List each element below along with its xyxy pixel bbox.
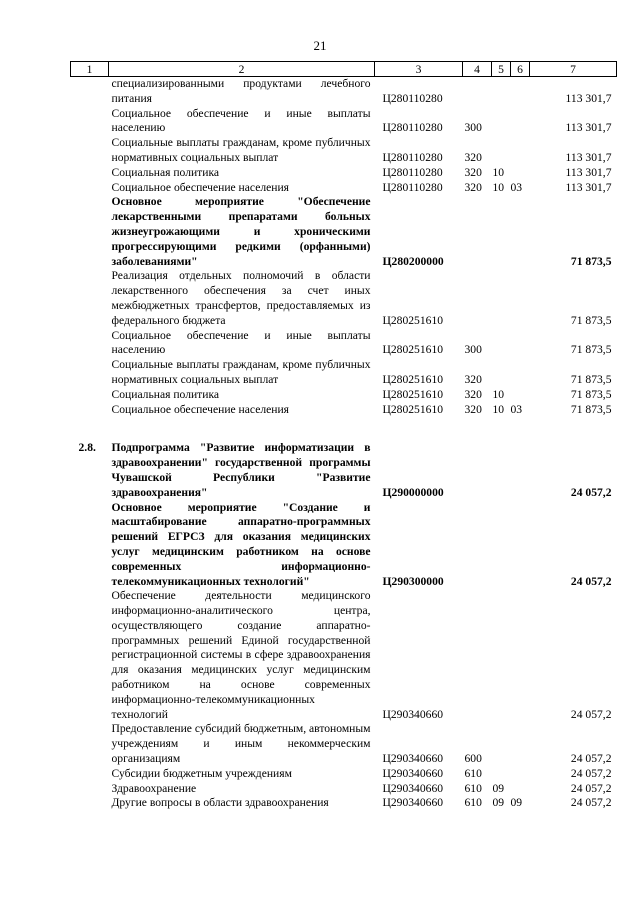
section-code: 10 bbox=[492, 402, 505, 416]
subsection-code bbox=[511, 269, 530, 328]
row-number bbox=[71, 388, 109, 403]
expense-type: 320 bbox=[464, 165, 482, 179]
target-code: Ц290300000 bbox=[382, 574, 444, 588]
target-code: Ц280251610 bbox=[382, 372, 444, 386]
section-code bbox=[492, 77, 511, 107]
row-number bbox=[71, 269, 109, 328]
column-number-header bbox=[71, 62, 617, 77]
row-number bbox=[71, 722, 109, 766]
item-name: Подпрограмма "Развитие информатизации в здравоохранении" государственной программы Чувашской Республики "Развитие здравоохранения" bbox=[111, 441, 371, 499]
expense-type: 300 bbox=[464, 343, 482, 357]
item-name: Субсидии бюджетным учреждениям bbox=[111, 766, 292, 780]
section-code bbox=[492, 107, 511, 137]
item-name: Социальная политика bbox=[111, 165, 220, 179]
table-row bbox=[71, 195, 617, 269]
item-name: Другие вопросы в области здравоохранения bbox=[111, 796, 329, 810]
item-name: Социальная политика bbox=[111, 387, 220, 401]
table-row bbox=[71, 722, 617, 766]
table-row bbox=[71, 388, 617, 403]
target-code: Ц280110280 bbox=[382, 91, 443, 105]
amount-value: 113 301,7 bbox=[565, 150, 612, 164]
subsection-code: 09 bbox=[510, 796, 523, 810]
table-row bbox=[71, 136, 617, 166]
amount-value: 24 057,2 bbox=[570, 781, 612, 795]
target-code: Ц280200000 bbox=[382, 254, 444, 268]
row-number bbox=[71, 767, 109, 782]
amount-value: 71 873,5 bbox=[570, 313, 612, 327]
table-row bbox=[71, 269, 617, 328]
amount-value: 24 057,2 bbox=[570, 574, 612, 588]
item-name: Реализация отдельных полномочий в области лекарственного обеспечения за счет иных межбюджетных трансфертов, предоставляемых из федерального бюджета bbox=[111, 269, 371, 327]
row-number bbox=[71, 195, 109, 269]
row-number bbox=[71, 136, 109, 166]
amount-value: 113 301,7 bbox=[565, 91, 612, 105]
budget-table bbox=[70, 61, 617, 811]
table-row bbox=[71, 181, 617, 196]
row-number bbox=[71, 166, 109, 181]
subsection-code bbox=[511, 722, 530, 766]
target-code: Ц280110280 bbox=[382, 121, 443, 135]
column-header: 3 bbox=[375, 62, 463, 77]
amount-value: 24 057,2 bbox=[570, 707, 612, 721]
row-number bbox=[71, 501, 109, 590]
expense-type: 320 bbox=[464, 387, 482, 401]
table-row bbox=[71, 501, 617, 590]
section-code bbox=[492, 441, 511, 500]
spacer-row bbox=[71, 417, 617, 441]
subsection-code bbox=[511, 329, 530, 359]
subsection-code bbox=[511, 767, 530, 782]
subsection-code bbox=[511, 136, 530, 166]
amount-value: 24 057,2 bbox=[570, 752, 612, 766]
page-number: 21 bbox=[313, 38, 327, 53]
amount-value: 24 057,2 bbox=[570, 796, 612, 810]
spacer-cell bbox=[71, 417, 617, 441]
target-code: Ц290340660 bbox=[382, 781, 444, 795]
amount-value: 113 301,7 bbox=[565, 165, 612, 179]
item-name: специализированными продуктами лечебного питания bbox=[111, 77, 371, 105]
row-number bbox=[71, 77, 109, 107]
target-code: Ц280251610 bbox=[382, 387, 444, 401]
table-row bbox=[71, 107, 617, 137]
row-number bbox=[71, 796, 109, 811]
amount-value: 71 873,5 bbox=[570, 343, 612, 357]
table-row bbox=[71, 767, 617, 782]
expense-type bbox=[463, 589, 492, 722]
column-header: 5 bbox=[492, 62, 511, 77]
amount-value: 24 057,2 bbox=[570, 485, 612, 499]
section-code bbox=[492, 767, 511, 782]
row-number bbox=[71, 782, 109, 797]
section-code bbox=[492, 269, 511, 328]
row-number bbox=[71, 107, 109, 137]
target-code: Ц290340660 bbox=[382, 796, 444, 810]
target-code: Ц280110280 bbox=[382, 165, 443, 179]
item-name: Социальные выплаты гражданам, кроме публичных нормативных социальных выплат bbox=[111, 358, 371, 386]
section-code bbox=[492, 501, 511, 590]
subsection-code bbox=[511, 166, 530, 181]
target-code: Ц280251610 bbox=[382, 313, 444, 327]
expense-type bbox=[463, 195, 492, 269]
expense-type bbox=[463, 77, 492, 107]
row-number bbox=[71, 403, 109, 418]
expense-type: 300 bbox=[464, 121, 482, 135]
section-code bbox=[492, 589, 511, 722]
section-code bbox=[492, 195, 511, 269]
section-code bbox=[492, 358, 511, 388]
row-number bbox=[71, 181, 109, 196]
target-code: Ц280251610 bbox=[382, 402, 444, 416]
section-code bbox=[492, 329, 511, 359]
expense-type: 320 bbox=[464, 372, 482, 386]
table-row bbox=[71, 796, 617, 811]
amount-value: 71 873,5 bbox=[570, 254, 612, 268]
item-name: Здравоохранение bbox=[111, 781, 197, 795]
table-row bbox=[71, 166, 617, 181]
column-header: 6 bbox=[511, 62, 530, 77]
amount-value: 24 057,2 bbox=[570, 766, 612, 780]
subsection-code bbox=[511, 107, 530, 137]
subsection-code: 03 bbox=[510, 402, 523, 416]
amount-value: 71 873,5 bbox=[570, 402, 612, 416]
expense-type: 320 bbox=[464, 150, 482, 164]
column-header: 7 bbox=[530, 62, 617, 77]
expense-type bbox=[463, 501, 492, 590]
item-name: Основное мероприятие "Создание и масштабирование аппаратно-программных решений ЕГРСЗ для оказания медицинских услуг медицинским работником на основе современных информационно-телекоммуникационных технологий" bbox=[111, 500, 371, 588]
target-code: Ц280110280 bbox=[382, 150, 443, 164]
row-number bbox=[71, 329, 109, 359]
amount-value: 113 301,7 bbox=[565, 121, 612, 135]
target-code: Ц290340660 bbox=[382, 766, 444, 780]
target-code: Ц290340660 bbox=[382, 707, 444, 721]
table-row bbox=[71, 329, 617, 359]
section-code: 09 bbox=[492, 796, 505, 810]
amount-value: 113 301,7 bbox=[565, 180, 612, 194]
subsection-code bbox=[511, 388, 530, 403]
expense-type: 610 bbox=[464, 781, 482, 795]
column-header: 2 bbox=[109, 62, 375, 77]
column-header: 4 bbox=[463, 62, 492, 77]
expense-type: 610 bbox=[464, 796, 482, 810]
target-code: Ц280110280 bbox=[382, 180, 443, 194]
target-code: Ц290340660 bbox=[382, 752, 444, 766]
section-code: 10 bbox=[492, 165, 505, 179]
table-body bbox=[71, 77, 617, 812]
target-code: Ц290000000 bbox=[382, 485, 444, 499]
subsection-code bbox=[511, 501, 530, 590]
subsection-code: 03 bbox=[510, 180, 523, 194]
table-row bbox=[71, 403, 617, 418]
expense-type: 610 bbox=[464, 766, 482, 780]
expense-type: 600 bbox=[464, 752, 482, 766]
subsection-code bbox=[511, 589, 530, 722]
amount-value: 71 873,5 bbox=[570, 387, 612, 401]
table-row bbox=[71, 589, 617, 722]
subsection-code bbox=[511, 358, 530, 388]
section-code bbox=[492, 136, 511, 166]
section-code: 10 bbox=[492, 387, 505, 401]
column-header: 1 bbox=[71, 62, 109, 77]
row-number: 2.8. bbox=[78, 441, 96, 455]
table-row bbox=[71, 782, 617, 797]
section-code: 10 bbox=[492, 180, 505, 194]
row-number bbox=[71, 358, 109, 388]
table-row bbox=[71, 77, 617, 107]
subsection-code bbox=[511, 77, 530, 107]
item-name: Социальное обеспечение населения bbox=[111, 402, 290, 416]
target-code: Ц280251610 bbox=[382, 343, 444, 357]
item-name: Обеспечение деятельности медицинского информационно-аналитического центра, осуществляющего создание аппаратно-программных решений Единой государственной регистрационной системы в сфере здравоохранения для оказания медицинских услуг медицинским работником на основе современных информационно-телекоммуникационных технологий bbox=[111, 589, 371, 721]
item-name: Социальное обеспечение населения bbox=[111, 180, 290, 194]
row-number bbox=[71, 589, 109, 722]
subsection-code bbox=[511, 441, 530, 500]
item-name: Социальное обеспечение и иные выплаты населению bbox=[111, 106, 371, 135]
table-row bbox=[71, 441, 617, 500]
section-code bbox=[492, 722, 511, 766]
item-name: Основное мероприятие "Обеспечение лекарственными препаратами больных жизнеугрожающими и хроническими прогрессирующими редкими (орфанными) заболеваниями" bbox=[111, 195, 371, 268]
subsection-code bbox=[511, 782, 530, 797]
expense-type bbox=[463, 269, 492, 328]
expense-type bbox=[463, 441, 492, 500]
subsection-code bbox=[511, 195, 530, 269]
section-code: 09 bbox=[492, 781, 505, 795]
table-row bbox=[71, 358, 617, 388]
expense-type: 320 bbox=[464, 180, 482, 194]
expense-type: 320 bbox=[464, 402, 482, 416]
item-name: Предоставление субсидий бюджетным, автономным учреждениям и иным некоммерческим организациям bbox=[111, 722, 371, 766]
amount-value: 71 873,5 bbox=[570, 372, 612, 386]
item-name: Социальное обеспечение и иные выплаты населению bbox=[111, 328, 371, 357]
item-name: Социальные выплаты гражданам, кроме публичных нормативных социальных выплат bbox=[111, 136, 371, 164]
